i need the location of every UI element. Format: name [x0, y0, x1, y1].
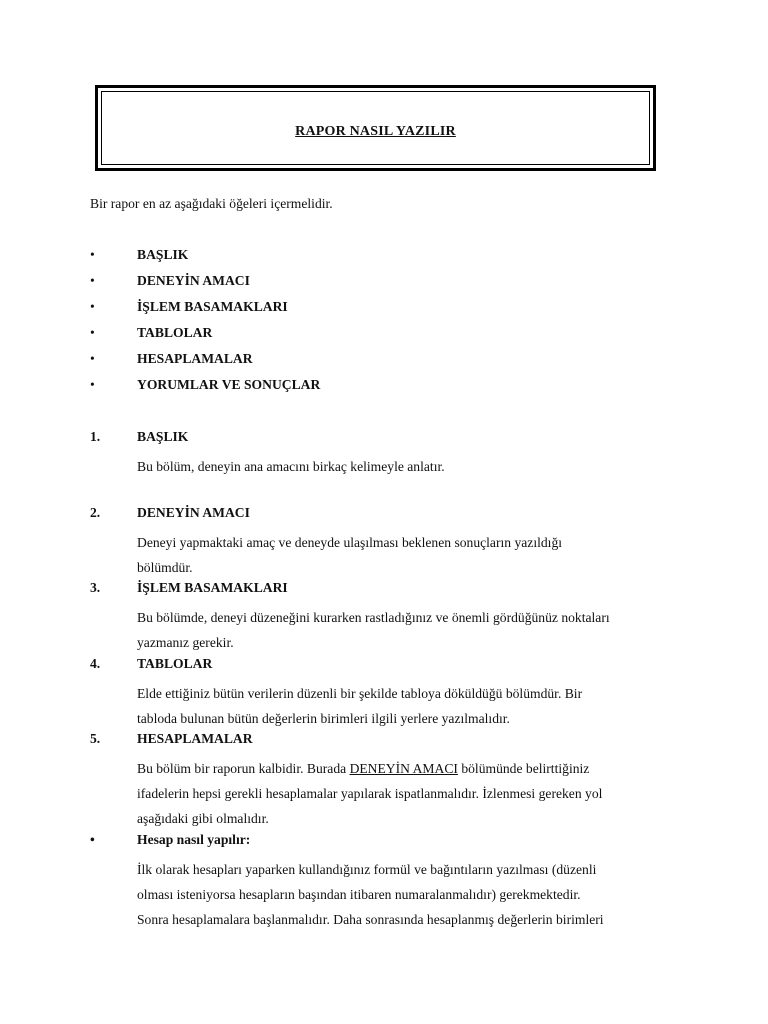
section-number: 2.: [90, 505, 101, 520]
section-heading: Hesap nasıl yapılır:: [137, 832, 251, 847]
bullet-icon: •: [90, 832, 95, 847]
bullet-icon: •: [90, 299, 95, 314]
section-heading: DENEYİN AMACI: [137, 505, 250, 520]
section-number: 3.: [90, 580, 101, 595]
section-heading: BAŞLIK: [137, 429, 189, 444]
section-heading: HESAPLAMALAR: [137, 731, 253, 746]
section-body: Deneyi yapmaktaki amaç ve deneyde ulaşılması beklenen sonuçların yazıldığı bölümdür.: [137, 535, 563, 575]
section-body: Bu bölümde, deneyi düzeneğini kurarken rastladığınız ve önemli gördüğünüz noktaları yazmanız gerekir.: [137, 610, 610, 650]
section-heading: İŞLEM BASAMAKLARI: [137, 580, 288, 595]
section-number: 1.: [90, 429, 101, 444]
bullet-icon: •: [90, 325, 95, 340]
document-page: RAPOR NASIL YAZILIR Bir rapor en az aşağıdaki öğeleri içermelidir. • BAŞLIK • DENEYİN AMACI • İŞLEM BASAMAKLARI • TABLOLAR • HESAPLAMALAR • YORUMLAR VE SONUÇLAR 1. BAŞLIK Bu bölüm, deneyin ana amacını birkaç kelimeyle anlatır. 2. DENEYİN AMACI Deneyi yapmaktaki amaç ve deneyde ulaşılması beklenen sonuçların yazıldığı bölümdür. 3. İŞLEM BASAMAKLARI Bu bölümde, deneyi düzeneğini kurarken rastladığınız ve önemli gördüğünüz noktaları yazmanız gerekir. 4. TABLOLAR Elde ettiğiniz bütün verilerin düzenli bir şekilde tabloya döküldüğü bölümdür. Bir tabloda bulunan bütün değerlerin birimleri ilgili yerlere yazılmalıdır. 5. HESAPLAMALAR Bu bölüm bir raporun kalbidir. Burada DENEYİN AMACI bölümünde belirttiğiniz ifadelerin hepsi gerekli hesaplamalar yapılarak ispatlanmalıdır. İzlenmesi gereken yol aşağıdaki gibi olmalıdır. • Hesap nasıl yapılır: İlk olarak hesapları yaparken kullandığınız formül ve bağıntıların yazılması (düzenli olması isteniyorsa hesapların başından itibaren numaralanmalıdır) gerekmektedir. Sonra hesaplamalara başlanmalıdır. Daha sonrasında hesaplanmış değerlerin birimleri: [0, 0, 768, 1024]
title-box: [95, 85, 656, 171]
section-number: 4.: [90, 656, 101, 671]
section-body: Bu bölüm, deneyin ana amacını birkaç kelimeyle anlatır.: [137, 459, 445, 474]
section-body: Elde ettiğiniz bütün verilerin düzenli bir şekilde tabloya döküldüğü bölümdür. Bir tabloda bulunan bütün değerlerin birimleri ilgili yerlere yazılmalıdır.: [137, 686, 583, 726]
bullet-icon: •: [90, 247, 95, 262]
deneyin-amaci-link[interactable]: DENEYİN AMACI: [349, 761, 458, 776]
section-number: 5.: [90, 731, 101, 746]
bullet-icon: •: [90, 351, 95, 366]
section-body: Bu bölüm bir raporun kalbidir. Burada DENEYİN AMACI bölümünde belirttiğiniz ifadelerin hepsi gerekli hesaplamalar yapılarak ispatlanmalıdır. İzlenmesi gereken yol aşağıdaki gibi olmalıdır.: [137, 761, 603, 826]
section-heading: TABLOLAR: [137, 656, 213, 671]
bullet-icon: •: [90, 273, 95, 288]
bullet-icon: •: [90, 377, 95, 392]
page-title: RAPOR NASIL YAZILIR: [295, 124, 456, 139]
intro-text: Bir rapor en az aşağıdaki öğeleri içermelidir.: [90, 196, 333, 211]
section-body: İlk olarak hesapları yaparken kullandığınız formül ve bağıntıların yazılması (düzenli olması isteniyorsa hesapların başından itibaren numaralanmalıdır) gerekmektedir. Sonra hesaplamalara başlanmalıdır. Daha sonrasında hesaplanmış değerlerin birimleri: [137, 862, 604, 927]
